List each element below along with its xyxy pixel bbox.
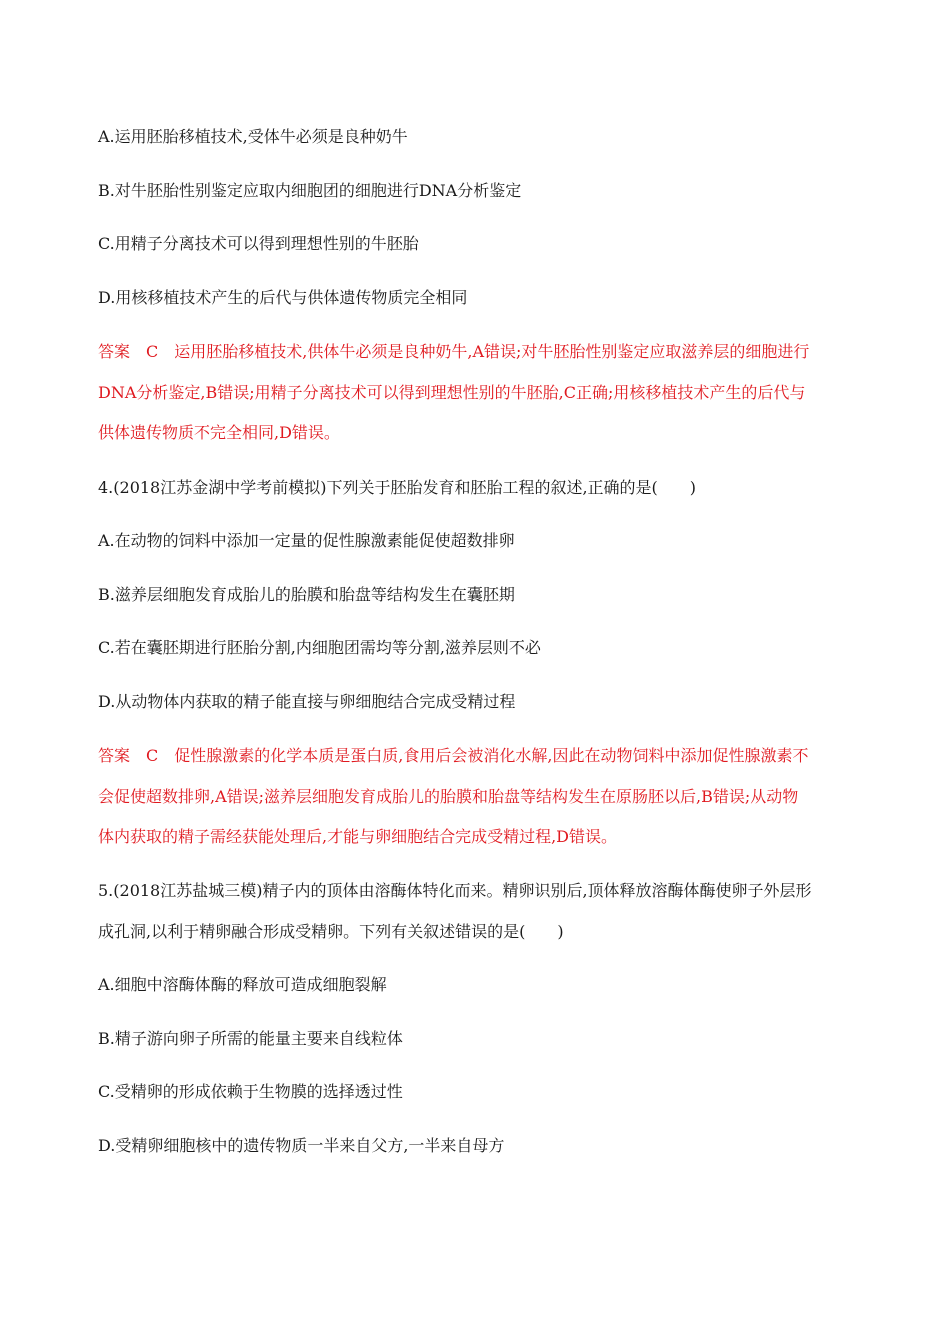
q3-answer-key: C: [146, 342, 159, 361]
q4-answer-label: 答案: [98, 746, 131, 765]
q3-option-b: B.对牛胚胎性别鉴定应取内细胞团的细胞进行DNA分析鉴定: [98, 181, 522, 200]
q3-option-d: D.用核移植技术产生的后代与供体遗传物质完全相同: [98, 288, 468, 307]
q4-answer-line-1: [98, 745, 808, 767]
q5-option-c: C.受精卵的形成依赖于生物膜的选择透过性: [98, 1082, 403, 1101]
q3-answer-line-1: [98, 341, 809, 363]
q4-answer-key: C: [146, 746, 159, 765]
q3-answer-line-3: 供体遗传物质不完全相同,D错误。: [98, 423, 340, 442]
q5-option-b: B.精子游向卵子所需的能量主要来自线粒体: [98, 1029, 403, 1048]
q5-stem-line-2: 成孔洞,以利于精卵融合形成受精卵。下列有关叙述错误的是( ): [98, 922, 564, 941]
q5-option-d: D.受精卵细胞核中的遗传物质一半来自父方,一半来自母方: [98, 1136, 505, 1155]
q3-option-c: C.用精子分离技术可以得到理想性别的牛胚胎: [98, 234, 419, 253]
q4-answer-line-2: 会促使超数排卵,A错误;滋养层细胞发育成胎儿的胎膜和胎盘等结构发生在原肠胚以后,B错误;从动物: [98, 787, 799, 806]
q4-option-d: D.从动物体内获取的精子能直接与卵细胞结合完成受精过程: [98, 692, 516, 711]
q4-stem: 4.(2018江苏金湖中学考前模拟)下列关于胚胎发育和胚胎工程的叙述,正确的是( ): [98, 478, 697, 497]
q4-answer-line-3: 体内获取的精子需经获能处理后,才能与卵细胞结合完成受精过程,D错误。: [98, 827, 618, 846]
q5-stem-line-1: 5.(2018江苏盐城三模)精子内的顶体由溶酶体特化而来。精卵识别后,顶体释放溶酶体酶使卵子外层形: [98, 881, 812, 900]
q5-option-a: A.细胞中溶酶体酶的释放可造成细胞裂解: [98, 975, 387, 994]
q4-answer-text: 促性腺激素的化学本质是蛋白质,食用后会被消化水解,因此在动物饲料中添加促性腺激素不: [174, 746, 809, 765]
q3-answer-line-2: DNA分析鉴定,B错误;用精子分离技术可以得到理想性别的牛胚胎,C正确;用核移植技术产生的后代与: [98, 383, 806, 402]
q3-option-a: A.运用胚胎移植技术,受体牛必须是良种奶牛: [98, 127, 408, 146]
q4-option-c: C.若在囊胚期进行胚胎分割,内细胞团需均等分割,滋养层则不必: [98, 638, 541, 657]
q3-answer-text: 运用胚胎移植技术,供体牛必须是良种奶牛,A错误;对牛胚胎性别鉴定应取滋养层的细胞进行: [174, 342, 810, 361]
q4-option-a: A.在动物的饲料中添加一定量的促性腺激素能促使超数排卵: [98, 531, 515, 550]
q4-option-b: B.滋养层细胞发育成胎儿的胎膜和胎盘等结构发生在囊胚期: [98, 585, 515, 604]
q3-answer-label: 答案: [98, 342, 131, 361]
